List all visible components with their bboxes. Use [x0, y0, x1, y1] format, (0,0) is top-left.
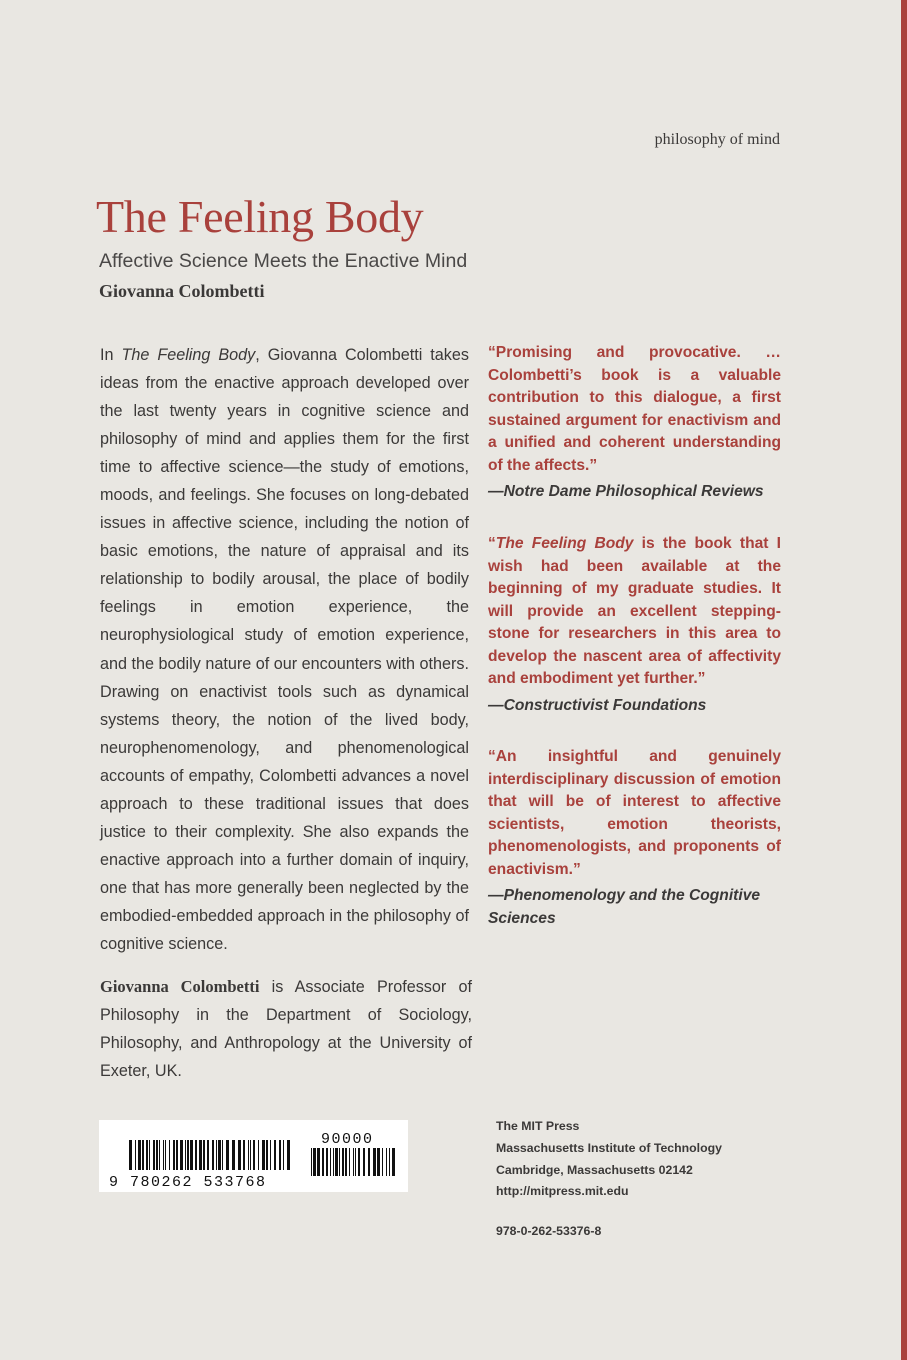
quote-attribution: —Constructivist Foundations [488, 696, 707, 714]
barcode-bar [180, 1140, 183, 1170]
barcode-bar [317, 1148, 320, 1176]
publisher-name: The MIT Press [496, 1119, 580, 1133]
barcode-bar [222, 1140, 223, 1170]
book-description [100, 341, 469, 958]
barcode-bar [138, 1140, 141, 1170]
author-bio [100, 973, 472, 1085]
barcode-bar [207, 1140, 209, 1170]
barcode-main-bars [129, 1140, 290, 1170]
barcode-bar [195, 1140, 197, 1170]
barcode-bar [311, 1148, 312, 1176]
barcode-bar [326, 1148, 328, 1176]
publisher-institution: Massachusetts Institute of Technology [496, 1140, 722, 1155]
barcode-bar [199, 1140, 202, 1170]
barcode-bar [248, 1140, 249, 1170]
barcode-addon-bars [311, 1148, 395, 1176]
barcode-bar [146, 1140, 148, 1170]
description-intro: In [100, 346, 122, 364]
barcode-bar [129, 1140, 132, 1170]
barcode-bar [163, 1140, 164, 1170]
barcode-bar [333, 1148, 334, 1176]
barcode-bar [159, 1140, 160, 1170]
barcode-bar [373, 1148, 376, 1176]
author-name: Giovanna Colombetti [99, 281, 265, 301]
bio-author-name: Giovanna Colombetti [100, 977, 260, 996]
barcode-bar [339, 1148, 340, 1176]
barcode-bar [262, 1140, 265, 1170]
barcode-bar [389, 1148, 390, 1176]
barcode-addon-digits: 90000 [321, 1131, 374, 1148]
barcode-bar [187, 1140, 189, 1170]
barcode-bar [377, 1148, 380, 1176]
quote-text [488, 533, 781, 691]
quote-attribution: —Notre Dame Philosophical Reviews [488, 483, 764, 500]
spine-edge-stripe [901, 0, 907, 1360]
barcode-bar [355, 1148, 356, 1176]
barcode-bar [382, 1148, 383, 1176]
barcode-bar [176, 1140, 178, 1170]
barcode-bar [386, 1148, 387, 1176]
barcode-bar [153, 1140, 155, 1170]
isbn-barcode [99, 1120, 408, 1192]
description-body: , Giovanna Colombetti takes ideas from the enactive approach developed over the last twenty years in cognitive science and philosophy of mind and applies them for the first time to affective science—the study of emotions, moods, and feelings. She focuses on long-debated issues in affective science, including the notion of basic emotions, the nature of appraisal and its relationship to bodily arousal, the place of bodily feelings in emotion experience, the neurophysiological study of emotion experience, and the bodily nature of our encounters with others. Drawing on enactivist tools such as dynamical systems theory, the notion of the lived body, neurophenomenology, and phenomenological accounts of empathy, Colombetti advances a novel approach to these traditional issues that does justice to their complexity. She also expands the enactive approach into a further domain of inquiry, one that has more generally been neglected by the embodied-embedded approach in the philosophy of cognitive science. [100, 346, 469, 953]
barcode-bar [363, 1148, 365, 1176]
barcode-bar [149, 1140, 150, 1170]
barcode-bar [135, 1140, 136, 1170]
publisher-city: Cambridge, Massachusetts 02142 [496, 1162, 693, 1177]
barcode-bar [226, 1140, 229, 1170]
quote-text: “An insightful and genuinely interdisciplinary discussion of emotion that will be of interest to affective scientists, emotion theorists, phenomenologists, and proponents of enactivism.” [488, 748, 781, 878]
review-quote-3 [488, 746, 781, 930]
description-title: The Feeling Body [121, 346, 256, 364]
barcode-bar [185, 1140, 186, 1170]
quote-body: is the book that I wish had been available at the beginning of my graduate studies. It will provide an excellent stepping-stone for researchers in this area to develop the nascent area of affectivity and embodiment yet further.” [488, 535, 781, 687]
review-quote-1 [488, 342, 781, 504]
barcode-bar [283, 1140, 284, 1170]
barcode-bar [165, 1140, 166, 1170]
barcode-bar [190, 1140, 193, 1170]
quote-open-mark: “ [488, 535, 496, 552]
barcode-bar [266, 1140, 268, 1170]
barcode-bar [173, 1140, 175, 1170]
barcode-bar [342, 1148, 344, 1176]
barcode-bar [270, 1140, 271, 1170]
barcode-main-digits: 9 780262 533768 [109, 1174, 267, 1191]
quote-book-title: The Feeling Body [495, 535, 634, 552]
barcode-bar [353, 1148, 354, 1176]
barcode-bar [142, 1140, 144, 1170]
barcode-bar [216, 1140, 217, 1170]
barcode-bar [258, 1140, 259, 1170]
barcode-bar [368, 1148, 370, 1176]
barcode-bar [212, 1140, 214, 1170]
barcode-graphic [99, 1120, 408, 1192]
barcode-bar [218, 1140, 221, 1170]
publisher-url[interactable]: http://mitpress.mit.edu [496, 1184, 629, 1199]
bio-text: is Associate Professor of Philosophy in the Department of Sociology, Philosophy, and Anthropology at the University of Exeter, UK. [100, 978, 472, 1080]
barcode-bar [232, 1140, 235, 1170]
barcode-bar [243, 1140, 245, 1170]
barcode-bar [358, 1148, 360, 1176]
isbn-number: 978-0-262-53376-8 [496, 1224, 602, 1238]
barcode-bar [156, 1140, 158, 1170]
barcode-bar [313, 1148, 316, 1176]
quote-text: “Promising and provocative. … Colombetti’s book is a valuable contribution to this dialogue, a first sustained argument for enactivism and a unified and coherent understanding of the affects.” [488, 344, 781, 474]
barcode-bar [279, 1140, 281, 1170]
barcode-bar [253, 1140, 255, 1170]
book-title: The Feeling Body [96, 191, 424, 242]
review-quote-2 [488, 533, 781, 717]
book-subtitle: Affective Science Meets the Enactive Mind [99, 250, 468, 272]
barcode-bar [250, 1140, 251, 1170]
barcode-bar [238, 1140, 241, 1170]
barcode-bar [349, 1148, 350, 1176]
publisher-block [496, 1116, 722, 1203]
barcode-bar [330, 1148, 331, 1176]
barcode-bar [169, 1140, 170, 1170]
quote-attribution: —Phenomenology and the Cognitive Sciences [488, 887, 761, 927]
barcode-bar [274, 1140, 276, 1170]
barcode-bar [345, 1148, 347, 1176]
barcode-bar [392, 1148, 395, 1176]
barcode-bar [203, 1140, 205, 1170]
category-label: philosophy of mind [654, 131, 780, 148]
barcode-bar [335, 1148, 338, 1176]
barcode-bar [287, 1140, 290, 1170]
barcode-bar [322, 1148, 324, 1176]
